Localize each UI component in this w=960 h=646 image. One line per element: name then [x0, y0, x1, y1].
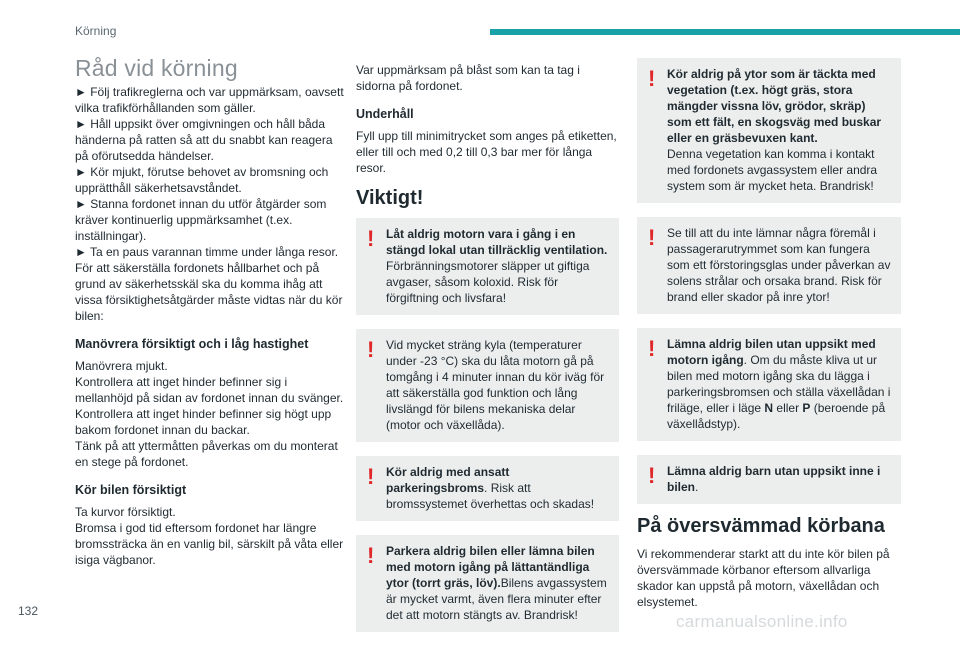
warning-icon: !	[648, 463, 656, 488]
careful-line: Ta kurvor försiktigt.	[75, 505, 176, 519]
warning-icon: !	[648, 225, 656, 250]
warning-text: . Om du måste kliva ut ur bilen med motorn igång ska du lägga i parkeringsbromsen och ställa växellådan i friläge, eller i läge	[667, 353, 891, 415]
warning-icon: !	[367, 337, 375, 362]
page-number: 132	[18, 604, 39, 618]
warning-text: .	[695, 480, 699, 494]
warning-text: Bilens avgassystem är mycket varmt, även flera minuter efter det att motorn stängts av. Brandrisk!	[386, 576, 607, 622]
warning-text: Förbränningsmotorer släpper ut giftiga avgaser, såsom koloxid. Risk för förgiftning och livsfara!	[386, 259, 590, 305]
gear-n: N	[764, 401, 774, 415]
maintenance-text: Fyll upp till minimitrycket som anges på etiketten, eller till och med 0,2 till 0,3 bar mer för långa resor.	[356, 129, 617, 175]
warning-box-unattended	[637, 328, 901, 441]
warning-text: Vid mycket sträng kyla (temperaturer under -23 °C) ska du låta motorn gå på tomgång i 4 minuter innan du kör iväg för att säkerställa god funktion och lång livslängd för bilens mekaniska delar (motor och växellåda).	[386, 338, 605, 432]
warning-bold: Kör aldrig på ytor som är täckta med vegetation (t.ex. högt gräs, stora mängder vissna löv, grödor, skräp) som ett fält, en skogsväg med buskar eller en gräsbevuxen kant.	[667, 67, 882, 145]
warning-icon: !	[648, 66, 656, 91]
flood-text: Vi rekommenderar starkt att du inte kör bilen på översvämmade körbanor eftersom allvarliga skador kan uppstå på motorn, växellådan och elsystemet.	[637, 547, 890, 609]
warning-text: Denna vegetation kan komma i kontakt med fordonets avgassystem eller andra system som är mycket heta. Brandrisk!	[667, 147, 878, 193]
warning-box-vegetation	[637, 58, 901, 203]
header-accent-bar	[490, 29, 960, 35]
gear-p: P	[802, 401, 811, 415]
intro-line: ► Kör mjukt, förutse behovet av bromsning och upprätthåll säkerhetsavståndet.	[75, 165, 329, 195]
warning-text: (beroende på växellådstyp).	[667, 401, 886, 431]
maneuver-line: Manövrera mjukt.	[75, 359, 168, 373]
intro-line: För att säkerställa fordonets hållbarhet och på grund av säkerhetsskäl ska du komma ihåg att vissa försiktighetsåtgärder måste vidtas när du kör bilen:	[75, 261, 343, 323]
warning-icon: !	[367, 543, 375, 568]
intro-line: ► Håll uppsikt över omgivningen och håll båda händerna på ratten så att du snabbt kan reagera på oförutsedda händelser.	[75, 117, 333, 163]
warning-box-children	[637, 455, 901, 504]
warning-bold: Lämna aldrig bilen utan uppsikt med motorn igång	[667, 337, 876, 367]
intro-line: ► Stanna fordonet innan du utför åtgärder som kräver kontinuerlig uppmärksamhet (t.ex. inställningar).	[75, 197, 327, 243]
page-title: Råd vid körning	[75, 55, 238, 81]
warning-box-magnifier	[637, 217, 901, 314]
warning-icon: !	[367, 464, 375, 489]
section-header: Körning	[75, 24, 117, 38]
heading-important: Viktigt!	[356, 187, 424, 209]
warning-box-flammable	[356, 535, 619, 632]
heading-flooded: På översvämmad körbana	[637, 515, 885, 537]
warning-box-ventilation	[356, 218, 619, 315]
maneuver-line: Kontrollera att inget hinder befinner sig högt upp bakom fordonet innan du backar.	[75, 407, 332, 437]
warning-bold: Låt aldrig motorn vara i gång i en stängd lokal utan tillräcklig ventilation.	[386, 227, 608, 257]
wind-text: Var uppmärksam på blåst som kan ta tag i sidorna på fordonet.	[356, 63, 580, 93]
intro-line: ► Ta en paus varannan timme under långa resor.	[75, 245, 339, 259]
warning-text: . Risk att bromssystemet överhettas och skadas!	[386, 481, 595, 511]
column-2	[356, 62, 619, 646]
warning-text: Se till att du inte lämnar några föremål i passagerarutrymmet som kan fungera som ett förstoringsglas under påverkan av solens strålar och orsaka brand. Risk för brand eller skador på inre ytor!	[667, 226, 891, 304]
warning-bold: Lämna aldrig barn utan uppsikt inne i bilen	[667, 464, 881, 494]
warning-icon: !	[367, 226, 375, 251]
warning-icon: !	[648, 336, 656, 361]
warning-bold: Parkera aldrig bilen eller lämna bilen med motorn igång på lättantändliga ytor (torrt gräs, löv).	[386, 544, 595, 590]
maneuver-line: Tänk på att yttermåtten påverkas om du monterat en stege på fordonet.	[75, 439, 338, 469]
watermark: carmanualsonline.info	[676, 612, 848, 631]
heading-maintenance: Underhåll	[356, 107, 414, 121]
warning-box-cold	[356, 329, 619, 442]
maneuver-line: Kontrollera att inget hinder befinner sig i mellanhöjd på sidan av fordonet innan du svänger.	[75, 375, 344, 405]
heading-careful: Kör bilen försiktigt	[75, 483, 187, 497]
careful-line: Bromsa i god tid eftersom fordonet har längre bromssträcka än en vanlig bil, särskilt på våta eller isiga vägbanor.	[75, 521, 344, 567]
warning-bold: Kör aldrig med ansatt parkeringsbroms	[386, 465, 510, 495]
intro-line: ► Följ trafikreglerna och var uppmärksam, oavsett vilka trafikförhållanden som gäller.	[75, 85, 344, 115]
heading-maneuver: Manövrera försiktigt och i låg hastighet	[75, 337, 309, 351]
column-3	[637, 58, 901, 610]
warning-text: eller	[773, 401, 803, 415]
column-1	[75, 55, 347, 568]
warning-box-parking-brake	[356, 456, 619, 521]
